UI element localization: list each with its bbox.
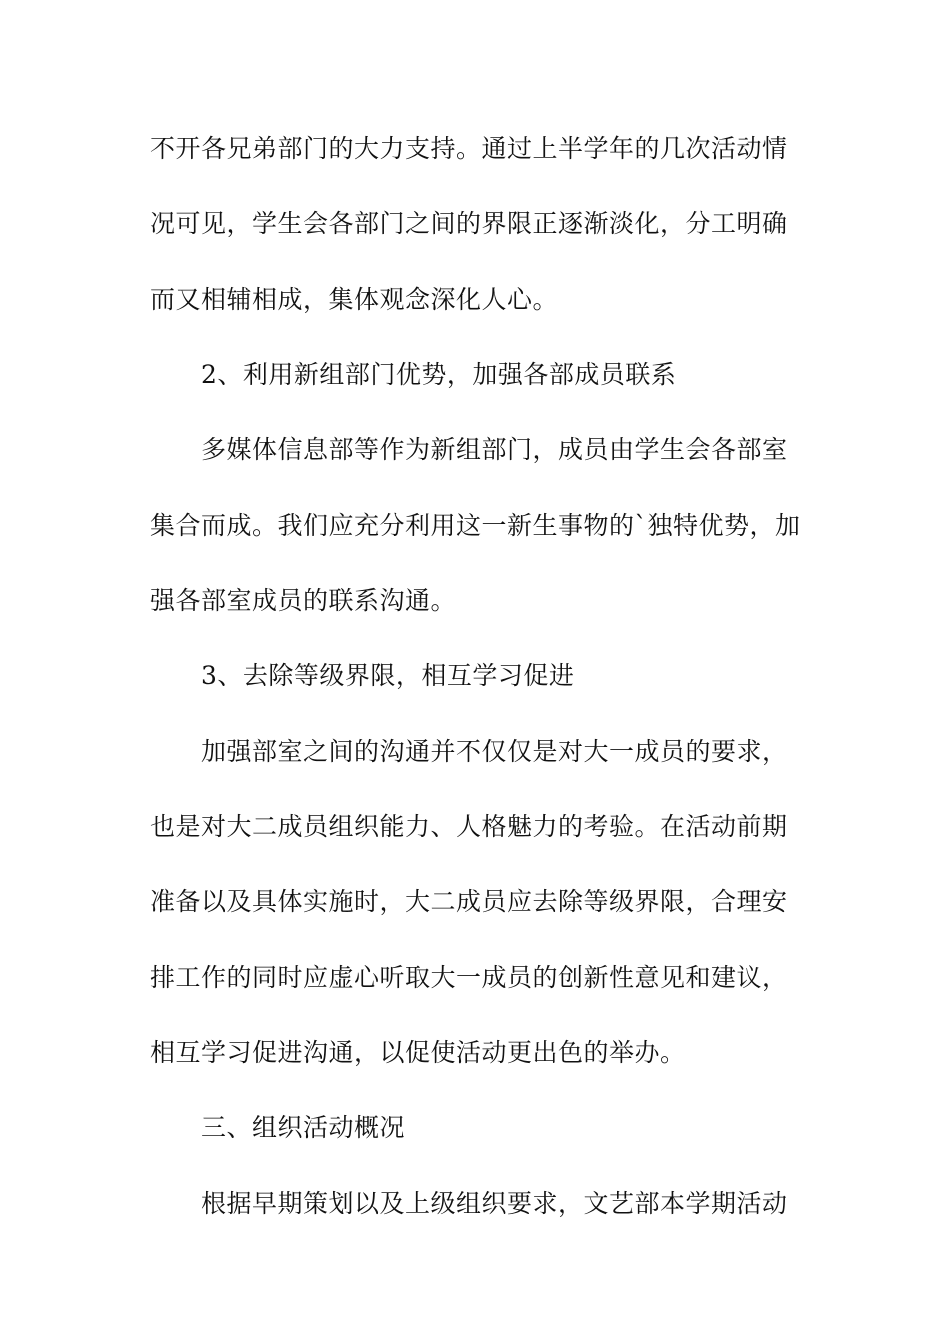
text-line: 况可见，学生会各部门之间的界限正逐渐淡化，分工明确	[150, 209, 788, 238]
text-line: 多媒体信息部等作为新组部门，成员由学生会各部室	[201, 435, 788, 464]
text-line: 排工作的同时应虚心听取大一成员的创新性意见和建议，	[150, 963, 788, 992]
text-line: 也是对大二成员组织能力、人格魅力的考验。在活动前期	[150, 812, 788, 841]
text-line: 强各部室成员的联系沟通。	[150, 586, 457, 615]
text-line: 加强部室之间的沟通并不仅仅是对大一成员的要求，	[201, 737, 788, 766]
text-line: 而又相辅相成，集体观念深化人心。	[150, 285, 559, 314]
text-line: 根据早期策划以及上级组织要求，文艺部本学期活动	[201, 1189, 788, 1218]
text-line: 准备以及具体实施时，大二成员应去除等级界限，合理安	[150, 887, 788, 916]
text-line: 集合而成。我们应充分利用这一新生事物的`独特优势，加	[150, 511, 801, 540]
section-heading: 2、利用新组部门优势，加强各部成员联系	[201, 360, 677, 389]
section-heading: 三、组织活动概况	[201, 1113, 406, 1142]
text-line: 相互学习促进沟通，以促使活动更出色的举办。	[150, 1038, 686, 1067]
text-line: 不开各兄弟部门的大力支持。通过上半学年的几次活动情	[150, 134, 788, 163]
section-heading: 3、去除等级界限，相互学习促进	[201, 661, 575, 690]
